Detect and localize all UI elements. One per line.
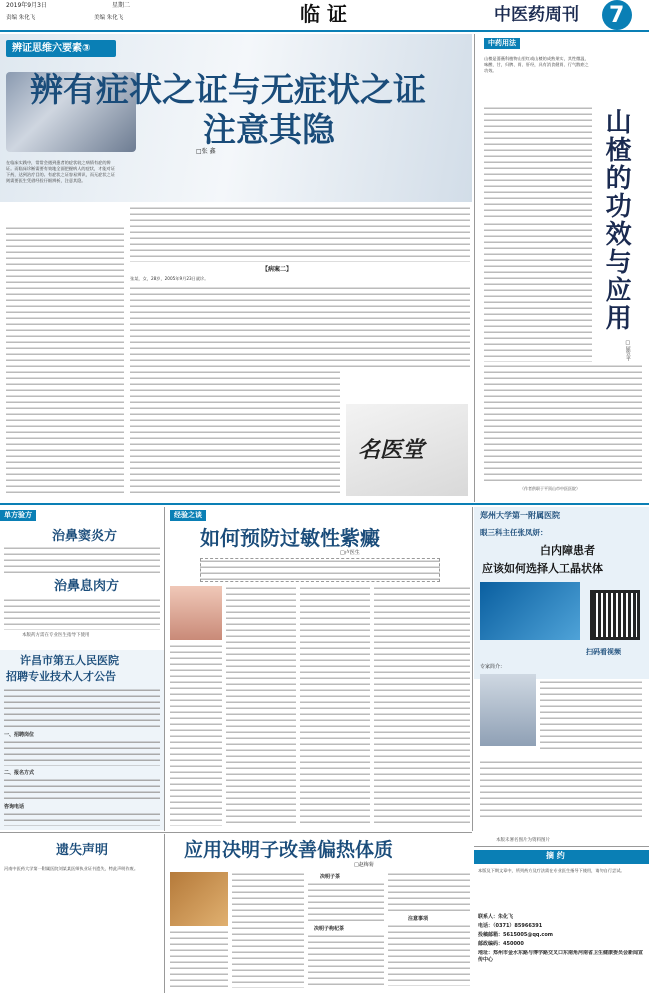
hawthorn-title-vertical <box>598 108 644 338</box>
recruit-title2: 招聘专业技术人才公告 <box>6 670 116 683</box>
hawthorn-label: 中药用法 <box>488 39 516 47</box>
formula-text1 <box>4 546 160 574</box>
hawthorn-author <box>624 340 631 361</box>
feature-body-text: 在临床实践中，常常会遇到患者的症状较之病情有症的辨证。而临床诊断需要有效地全面把握病人的症状，才能对证下药，达到治疗目的。有症状之证容易辨识，而无症状之证则需要医生凭借经验仔细辨析，注意其隐。 <box>6 160 115 183</box>
cassia-text-col3 <box>308 882 384 922</box>
divider-excerpt <box>474 846 649 847</box>
divider-main-right <box>474 34 475 502</box>
feature-body-col1 <box>6 160 118 224</box>
divider-lower <box>0 832 472 833</box>
cassia-title: 应用决明子改善偏热体质 <box>184 839 394 861</box>
hawthorn-text-area-b <box>484 222 592 362</box>
cassia-sub1: 决明子茶 <box>320 874 341 880</box>
feature-title-line2: 注意其隐 <box>203 110 335 149</box>
cassia-text-col4 <box>388 872 470 912</box>
divider-formula <box>164 507 165 831</box>
allergy-label: 经验之谈 <box>174 511 202 519</box>
excerpt-address: 地址：郑州市金水东路与博学路交叉口东南角河南省卫生健康委员会新闻宣传中心 <box>478 950 644 963</box>
cassia-sub3: 注意事项 <box>408 916 429 922</box>
hawthorn-body: 山楂是蔷薇科植物山里红或山楂的成熟果实，其性微温，味酸、甘，归脾、胃、肝经，具有消食健胃、行气散瘀之功效。 <box>484 56 589 73</box>
cassia-author: □赵梅菊 <box>354 862 374 868</box>
recruit-title1: 许昌市第五人民医院 <box>20 654 119 667</box>
hawthorn-text-area-c <box>484 364 642 482</box>
expert-text <box>540 680 642 752</box>
excerpt-address-box <box>478 950 644 972</box>
hawthorn-title: 山楂的功效与应用 <box>601 108 632 332</box>
recruit-text-d <box>4 812 160 826</box>
expert-intro-label: 专家简介： <box>480 664 506 670</box>
recruit-sub3: 咨询电话 <box>4 804 25 810</box>
excerpt-body <box>478 868 644 910</box>
cassia-text-col2 <box>232 872 304 988</box>
recruit-text-a <box>4 688 160 730</box>
case2-intro <box>130 276 470 284</box>
feature-text-area <box>6 226 124 494</box>
formula-title1: 治鼻窦炎方 <box>52 529 118 544</box>
hawthorn-label-tag <box>484 38 520 49</box>
hawthorn-source: （作者供职于平顶山市中医医院） <box>520 486 580 491</box>
allergy-label-tag <box>170 510 206 521</box>
feature-author: □张 鑫 <box>196 148 216 155</box>
masthead-designer: 美编 朱化飞 <box>94 15 124 21</box>
page-number: 7 <box>609 3 625 28</box>
brand-logo-text: 名医堂 <box>358 437 425 463</box>
divider-lost <box>164 834 165 993</box>
hospital-title-line2: 应该如何选择人工晶状体 <box>482 562 603 575</box>
recruit-text-c <box>4 778 160 800</box>
section-title: 临 证 <box>300 2 347 26</box>
masthead <box>0 0 649 30</box>
expert-photo <box>480 674 536 746</box>
allergy-text-col1 <box>170 644 222 826</box>
divider-mid <box>0 503 649 505</box>
paper-name: 中医药周刊 <box>494 5 579 25</box>
feature-text-area-col2 <box>130 206 470 262</box>
formula-label: 单方验方 <box>4 511 32 519</box>
excerpt-body-text: 本版及下期文章中，所列药方及疗法需在专业医生指导下使用，请勿自行尝试。 <box>478 868 625 873</box>
cassia-photo <box>170 872 228 926</box>
formula-title2: 治鼻息肉方 <box>54 579 120 594</box>
lost-notice-text: 河南中医药大学第一附属医院刘某某医师执业证书遗失，特此声明作废。 <box>4 866 139 871</box>
feature-series: 辨证思维六要素③ <box>12 43 91 54</box>
formula-note: 本版药方需在专业医生指导下使用 <box>22 633 90 638</box>
hawthorn-intro <box>484 56 592 104</box>
hospital-ad-footer-text <box>480 760 642 820</box>
cassia-sub2: 决明子枸杞茶 <box>314 926 345 932</box>
excerpt-qq[interactable]: 投稿邮箱：5615005@qq.com <box>478 932 554 938</box>
allergy-text-col2 <box>226 586 296 826</box>
feature-title-line1: 辨有症状之证与无症状之证 <box>30 70 426 109</box>
allergy-title: 如何预防过敏性紫癜 <box>200 526 380 550</box>
cassia-text-col4b <box>388 924 470 986</box>
excerpt-post: 邮政编码：450000 <box>478 941 524 947</box>
hawthorn-text-area <box>484 106 592 220</box>
allergy-lead <box>200 558 440 582</box>
excerpt-contact: 联系人：朱化飞 <box>478 914 514 920</box>
hospital-doctor: 眼三科主任张凤妍： <box>480 528 548 537</box>
hospital-ad-graphic <box>480 582 580 640</box>
cassia-text-col1 <box>170 930 228 988</box>
masthead-rule <box>0 30 649 32</box>
excerpt-label: 摘 约 <box>546 851 565 860</box>
allergy-photo <box>170 586 222 640</box>
lost-notice-body <box>4 866 160 906</box>
qr-code[interactable] <box>590 590 640 640</box>
masthead-date: 2019年9月3日 <box>6 2 47 9</box>
recruit-sub2: 二、报名方式 <box>4 770 35 776</box>
allergy-author: □卢医生 <box>340 550 360 556</box>
case2-intro-text: 张某，女，28岁，2005年9月23日就诊。 <box>130 276 209 281</box>
hawthorn-author-text: □屈笠平 <box>624 340 631 361</box>
bottom-source-note: 本版未署名图片为资料图片 <box>496 838 550 843</box>
case2-text-area-b <box>130 370 340 494</box>
allergy-text-col4 <box>374 586 470 826</box>
recruit-text-b <box>4 740 160 766</box>
hospital-title-line1: 白内障患者 <box>540 544 595 557</box>
formula-label-tag <box>0 510 36 521</box>
allergy-text-col3 <box>300 586 370 826</box>
qr-scan-label: 扫码看视频 <box>586 648 621 656</box>
masthead-editor: 责编 朱化飞 <box>6 15 36 21</box>
lost-notice-title: 遗失声明 <box>56 843 109 858</box>
recruit-sub1: 一、招聘岗位 <box>4 732 35 738</box>
formula-text2 <box>4 598 160 630</box>
case2-text-area <box>130 286 470 368</box>
divider-allergy-right <box>472 507 473 831</box>
excerpt-phone: 电话：（0371）85966391 <box>478 923 543 929</box>
case2-label: 【病案二】 <box>262 266 293 273</box>
cassia-text-col3b <box>308 934 384 988</box>
masthead-weekday: 星期二 <box>112 2 131 9</box>
hospital-name: 郑州大学第一附属医院 <box>480 511 560 520</box>
